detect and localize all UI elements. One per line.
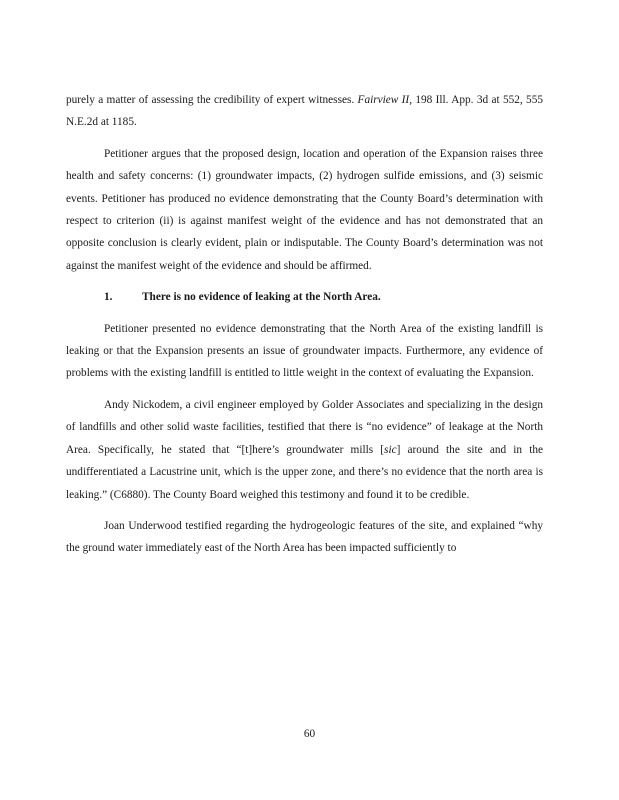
text-run: Joan Underwood testified regarding the hydrogeologic features of the site, and explained “why the ground water immediately east of the North Area has been impacted sufficiently to: [66, 519, 543, 555]
text-run: , 198 Ill. App. 3d at 552, 555 N.E.2d at 1185.: [66, 94, 544, 129]
sic-marker: sic: [384, 443, 397, 456]
paragraph-3: [66, 318, 543, 385]
heading-text: There is no evidence of leaking at the North Area.: [142, 291, 381, 304]
paragraph-4: [66, 394, 543, 506]
heading-number: 1.: [104, 291, 113, 304]
section-heading: [66, 286, 543, 308]
text-run: Andy Nickodem, a civil engineer employed by Golder Associates and specializing in the design of landfills and other solid waste facilities, testified that there is “no evidence” of leakage at the North Area. Specifically, he stated that “[t]here’s groundwater mills [: [66, 398, 543, 456]
text-run: purely a matter of assessing the credibility of expert witnesses.: [66, 94, 358, 106]
text-run: Petitioner presented no evidence demonstrating that the North Area of the existing landfill is leaking or that the Expansion presents an issue of groundwater impacts. Furthermore, any evidence of problems with the existing landfill is entitled to little weight in the context of evaluating the Expansion.: [66, 322, 543, 380]
paragraph-1: [66, 89, 543, 134]
text-run: Petitioner argues that the proposed design, location and operation of the Expansion raises three health and safety concerns: (1) groundwater impacts, (2) hydrogen sulfide emissions, and (3) seismic events. Petitioner has produced no evidence demonstrating that the County Board’s determination with respect to criterion (ii) is against manifest weight of the evidence and has not demonstrated that an opposite conclusion is clearly evident, plain or indisputable. The County Board’s determination was not against the manifest weight of the evidence and should be affirmed.: [66, 147, 543, 272]
text-run: ] around the site and in the undifferentiated a Lacustrine unit, which is the upper zone, and there’s no evidence that the north area is leaking.” (C6880). The County Board weighed this testimony and found it to be credible.: [66, 443, 544, 501]
page-number: 60: [303, 728, 316, 740]
body-text: [66, 89, 543, 569]
paragraph-5: [66, 515, 543, 560]
paragraph-2: [66, 143, 543, 277]
case-citation: Fairview II: [357, 94, 410, 106]
